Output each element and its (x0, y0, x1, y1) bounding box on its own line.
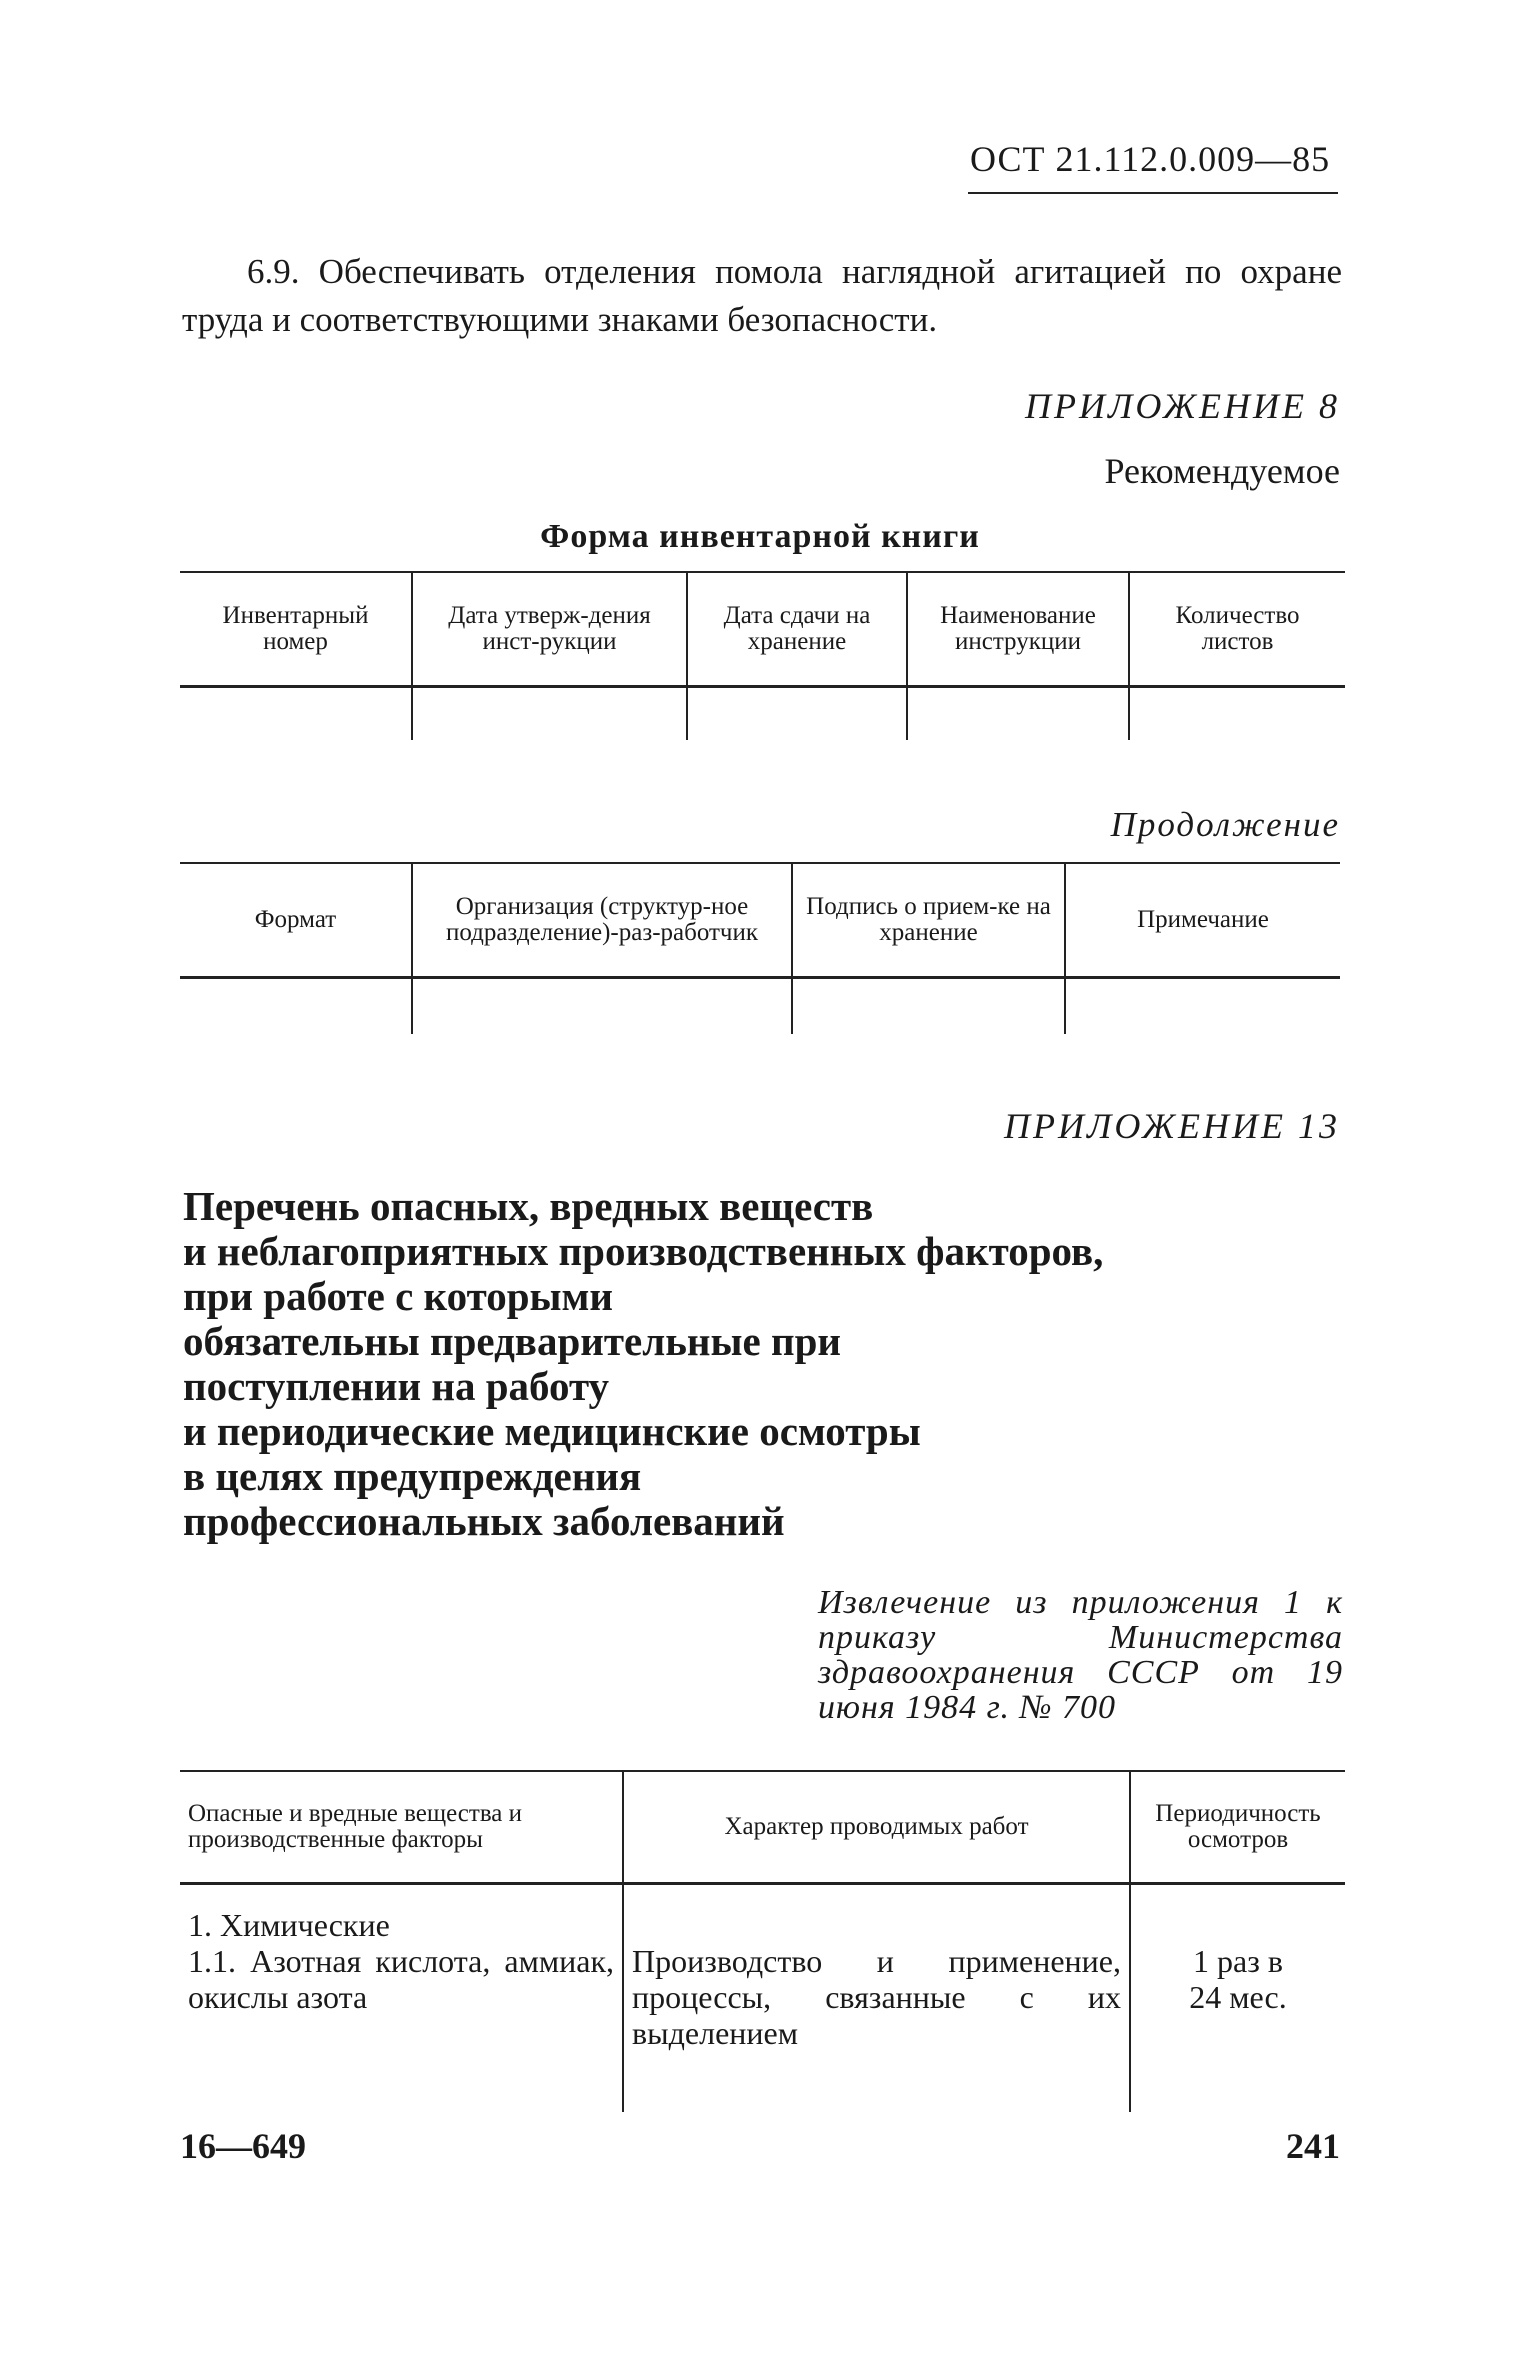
title-line: профессиональных заболеваний (183, 1498, 785, 1544)
header-signature: Подпись о прием-ке на хранение (792, 863, 1065, 978)
title-line: Перечень опасных, вредных веществ (183, 1183, 874, 1229)
header-storage-date: Дата сдачи на хранение (687, 572, 907, 687)
header-rule (968, 192, 1338, 194)
title-line: при работе с которыми (183, 1273, 614, 1319)
appendix-13-heading: ПРИЛОЖЕНИЕ 13 (1004, 1106, 1340, 1146)
title-line: поступлении на работу (183, 1363, 610, 1409)
header-inventory-number: Инвентарный номер (180, 572, 412, 687)
header-note: Примечание (1065, 863, 1340, 978)
hazard-cell (180, 1884, 623, 2113)
empty-cell (1129, 687, 1345, 741)
inventory-book-table (180, 571, 1345, 740)
paragraph-6-9: 6.9. Обеспечивать отделения помола наглядной агитацией по охране труда и соответствующими знаками безопасности. (182, 252, 1342, 339)
period-value: 1 раз в 24 мес. (1189, 1943, 1287, 2015)
empty-cell (792, 978, 1065, 1035)
hazard-substance: 1.1. Азотная кислота, аммиак, окислы азота (188, 1943, 614, 2015)
title-line: в целях предупреждения (183, 1453, 642, 1499)
footer-signature: 16—649 (180, 2126, 306, 2166)
title-line: и неблагоприятных производственных факторов, (183, 1228, 1104, 1274)
appendix-13-title (183, 1184, 1343, 1544)
header-format: Формат (180, 863, 412, 978)
appendix-8-heading: ПРИЛОЖЕНИЕ 8 (1025, 386, 1340, 426)
empty-cell (180, 687, 412, 741)
header-organization: Организация (структур-ное подразделение)-раз-работчик (412, 863, 792, 978)
extract-note: Извлечение из приложения 1 к приказу Министерства здравоохранения СССР от 19 июня 1984 г. № 700 (818, 1584, 1343, 1726)
empty-cell (412, 978, 792, 1035)
header-approval-date: Дата утверж-дения инст-рукции (412, 572, 687, 687)
header-work-type: Характер проводимых работ (623, 1771, 1130, 1884)
title-line: обязательны предварительные при (183, 1318, 842, 1364)
work-cell (623, 1884, 1130, 2113)
empty-cell (412, 687, 687, 741)
header-periodicity: Периодичность осмотров (1130, 1771, 1345, 1884)
inventory-book-continuation-table (180, 862, 1340, 1034)
period-cell (1130, 1884, 1345, 2113)
header-hazards: Опасные и вредные вещества и производственные факторы (180, 1771, 623, 1884)
recommended-label: Рекомендуемое (1104, 451, 1340, 491)
continuation-label: Продолжение (1110, 805, 1340, 844)
work-description: Производство и применение, процессы, связанные с их выделением (632, 1943, 1121, 2051)
empty-cell (907, 687, 1129, 741)
document-code: ОСТ 21.112.0.009—85 (970, 139, 1331, 179)
empty-cell (180, 978, 412, 1035)
title-line: и периодические медицинские осмотры (183, 1408, 921, 1454)
hazards-table (180, 1770, 1345, 2112)
hazard-category: 1. Химические (188, 1907, 390, 1943)
header-instruction-name: Наименование инструкции (907, 572, 1129, 687)
page-number: 241 (1286, 2126, 1340, 2166)
empty-cell (687, 687, 907, 741)
header-sheet-count: Количество листов (1129, 572, 1345, 687)
form-title: Форма инвентарной книги (540, 518, 980, 555)
empty-cell (1065, 978, 1340, 1035)
